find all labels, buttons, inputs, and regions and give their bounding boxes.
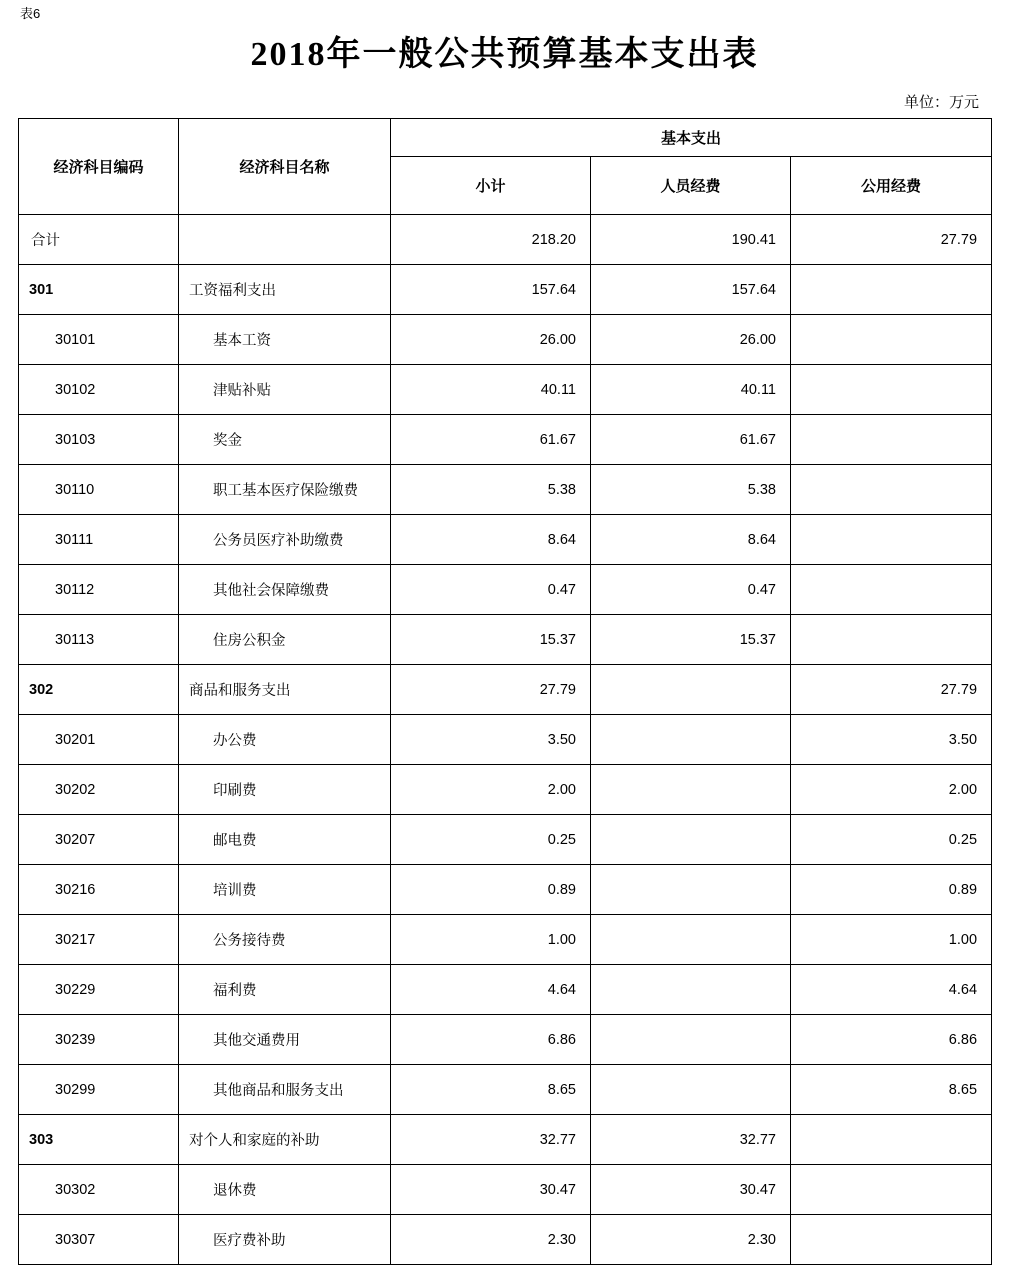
- table-row: [19, 665, 992, 715]
- cell-subtotal: 8.65: [391, 1065, 591, 1115]
- cell-subtotal: 3.50: [391, 715, 591, 765]
- cell-personnel: 32.77: [591, 1115, 791, 1165]
- cell-name: 职工基本医疗保险缴费: [179, 465, 391, 515]
- cell-personnel: [591, 915, 791, 965]
- cell-personnel: [591, 665, 791, 715]
- cell-public: [791, 365, 992, 415]
- table-row: [19, 515, 992, 565]
- cell-subtotal: 6.86: [391, 1015, 591, 1065]
- cell-code: 302: [19, 665, 179, 715]
- cell-personnel: [591, 815, 791, 865]
- cell-code: 30113: [19, 615, 179, 665]
- cell-name: 基本工资: [179, 315, 391, 365]
- cell-public: [791, 1215, 992, 1265]
- cell-name: 商品和服务支出: [179, 665, 391, 715]
- cell-personnel: 0.47: [591, 565, 791, 615]
- header-personnel: 人员经费: [591, 157, 791, 215]
- cell-subtotal: 26.00: [391, 315, 591, 365]
- cell-code: 301: [19, 265, 179, 315]
- table-row: [19, 465, 992, 515]
- cell-public: 2.00: [791, 765, 992, 815]
- table-row: [19, 365, 992, 415]
- cell-subtotal: 4.64: [391, 965, 591, 1015]
- cell-subtotal: 0.47: [391, 565, 591, 615]
- cell-personnel: 5.38: [591, 465, 791, 515]
- cell-public: 0.25: [791, 815, 992, 865]
- table-row: [19, 565, 992, 615]
- cell-subtotal: 0.89: [391, 865, 591, 915]
- table-row: [19, 315, 992, 365]
- cell-public: [791, 515, 992, 565]
- cell-subtotal: 2.30: [391, 1215, 591, 1265]
- cell-public: [791, 265, 992, 315]
- cell-code: 30201: [19, 715, 179, 765]
- cell-name: [179, 215, 391, 265]
- cell-subtotal: 32.77: [391, 1115, 591, 1165]
- cell-public: [791, 315, 992, 365]
- cell-personnel: 26.00: [591, 315, 791, 365]
- header-public: 公用经费: [791, 157, 992, 215]
- table-row: [19, 415, 992, 465]
- table-row: [19, 865, 992, 915]
- cell-public: [791, 1115, 992, 1165]
- cell-personnel: [591, 965, 791, 1015]
- cell-subtotal: 40.11: [391, 365, 591, 415]
- cell-name: 公务接待费: [179, 915, 391, 965]
- cell-name: 福利费: [179, 965, 391, 1015]
- cell-subtotal: 61.67: [391, 415, 591, 465]
- cell-public: 3.50: [791, 715, 992, 765]
- cell-personnel: 40.11: [591, 365, 791, 415]
- cell-public: 4.64: [791, 965, 992, 1015]
- table-row: [19, 1065, 992, 1115]
- cell-name: 其他商品和服务支出: [179, 1065, 391, 1115]
- cell-name: 工资福利支出: [179, 265, 391, 315]
- cell-code: 30239: [19, 1015, 179, 1065]
- cell-name: 津贴补贴: [179, 365, 391, 415]
- cell-public: [791, 415, 992, 465]
- cell-subtotal: 157.64: [391, 265, 591, 315]
- table-row: [19, 1165, 992, 1215]
- cell-name: 住房公积金: [179, 615, 391, 665]
- cell-code: 30112: [19, 565, 179, 615]
- cell-subtotal: 1.00: [391, 915, 591, 965]
- cell-subtotal: 5.38: [391, 465, 591, 515]
- cell-subtotal: 218.20: [391, 215, 591, 265]
- cell-code: 30207: [19, 815, 179, 865]
- cell-public: [791, 615, 992, 665]
- cell-personnel: 61.67: [591, 415, 791, 465]
- cell-public: 1.00: [791, 915, 992, 965]
- table-row: [19, 1015, 992, 1065]
- cell-name: 其他交通费用: [179, 1015, 391, 1065]
- cell-personnel: 190.41: [591, 215, 791, 265]
- cell-name: 其他社会保障缴费: [179, 565, 391, 615]
- cell-name: 对个人和家庭的补助: [179, 1115, 391, 1165]
- cell-code: 30307: [19, 1215, 179, 1265]
- table-row: [19, 1215, 992, 1265]
- cell-code: 30103: [19, 415, 179, 465]
- header-code: 经济科目编码: [19, 119, 179, 215]
- table-row: [19, 265, 992, 315]
- cell-name: 办公费: [179, 715, 391, 765]
- cell-public: 6.86: [791, 1015, 992, 1065]
- cell-subtotal: 2.00: [391, 765, 591, 815]
- table-tag: 表6: [20, 6, 41, 21]
- cell-personnel: 30.47: [591, 1165, 791, 1215]
- cell-personnel: 15.37: [591, 615, 791, 665]
- cell-subtotal: 8.64: [391, 515, 591, 565]
- cell-code: 合计: [19, 215, 179, 265]
- unit-note: 单位：万元: [903, 94, 979, 111]
- table-row: [19, 765, 992, 815]
- cell-personnel: [591, 1065, 791, 1115]
- header-subtotal: 小计: [391, 157, 591, 215]
- cell-public: [791, 565, 992, 615]
- table-row: [19, 915, 992, 965]
- cell-subtotal: 0.25: [391, 815, 591, 865]
- cell-subtotal: 30.47: [391, 1165, 591, 1215]
- cell-name: 培训费: [179, 865, 391, 915]
- table-row: [19, 965, 992, 1015]
- cell-personnel: [591, 765, 791, 815]
- budget-table: [18, 118, 992, 1265]
- cell-code: 30111: [19, 515, 179, 565]
- cell-public: 0.89: [791, 865, 992, 915]
- table-row: [19, 215, 992, 265]
- table-row: [19, 1115, 992, 1165]
- cell-code: 30110: [19, 465, 179, 515]
- cell-subtotal: 27.79: [391, 665, 591, 715]
- cell-personnel: [591, 715, 791, 765]
- table-row: [19, 615, 992, 665]
- cell-code: 30217: [19, 915, 179, 965]
- cell-code: 303: [19, 1115, 179, 1165]
- table-row: [19, 715, 992, 765]
- header-group-basic-expenditure: 基本支出: [391, 119, 992, 157]
- cell-personnel: [591, 1015, 791, 1065]
- page-title: 2018年一般公共预算基本支出表: [250, 36, 759, 73]
- cell-public: 27.79: [791, 665, 992, 715]
- cell-code: 30202: [19, 765, 179, 815]
- cell-public: 8.65: [791, 1065, 992, 1115]
- cell-code: 30216: [19, 865, 179, 915]
- header-name: 经济科目名称: [179, 119, 391, 215]
- cell-name: 退休费: [179, 1165, 391, 1215]
- cell-name: 奖金: [179, 415, 391, 465]
- cell-personnel: 2.30: [591, 1215, 791, 1265]
- cell-code: 30299: [19, 1065, 179, 1115]
- cell-code: 30102: [19, 365, 179, 415]
- cell-code: 30302: [19, 1165, 179, 1215]
- cell-public: [791, 465, 992, 515]
- cell-name: 印刷费: [179, 765, 391, 815]
- cell-public: [791, 1165, 992, 1215]
- cell-public: 27.79: [791, 215, 992, 265]
- cell-subtotal: 15.37: [391, 615, 591, 665]
- cell-personnel: 8.64: [591, 515, 791, 565]
- table-header: [19, 119, 992, 215]
- cell-personnel: [591, 865, 791, 915]
- cell-personnel: 157.64: [591, 265, 791, 315]
- cell-name: 邮电费: [179, 815, 391, 865]
- cell-name: 医疗费补助: [179, 1215, 391, 1265]
- table-row: [19, 815, 992, 865]
- table-body: [19, 215, 992, 1265]
- cell-code: 30229: [19, 965, 179, 1015]
- cell-code: 30101: [19, 315, 179, 365]
- cell-name: 公务员医疗补助缴费: [179, 515, 391, 565]
